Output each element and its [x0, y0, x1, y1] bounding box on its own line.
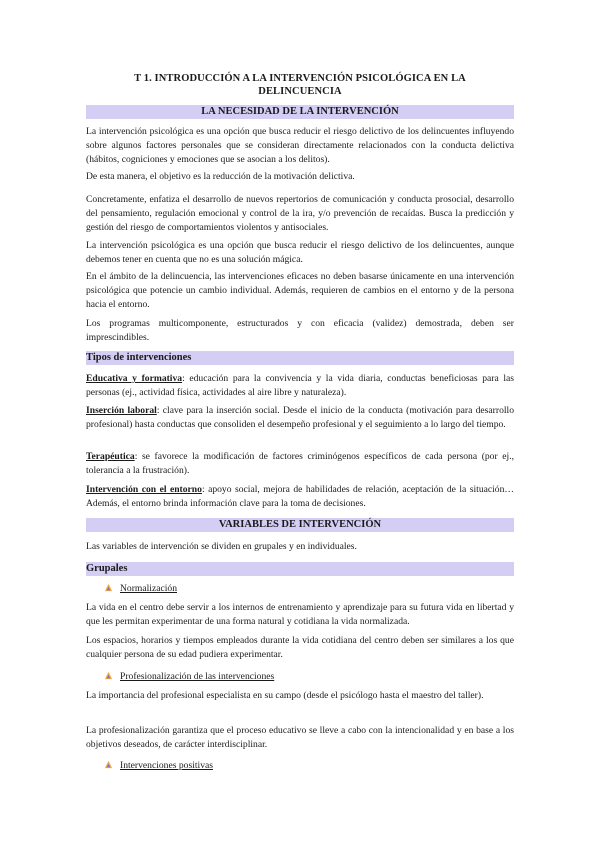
- bullet-icon: [104, 583, 113, 592]
- paragraph: La intervención psicológica es una opción que busca reducir el riesgo delictivo de los delincuentes influyendo sobre algunos factores personales que se consideran directamente relacionados con la conducta delictiva (hábitos, cogniciones y emociones que se asocian a los delitos).: [86, 126, 514, 165]
- intervention-type-term: Terapéutica: [86, 451, 135, 462]
- paragraph: La importancia del profesional especialista en su campo (desde el psicólogo hasta el maestro del taller).: [86, 690, 484, 701]
- paragraph: Concretamente, enfatiza el desarrollo de nuevos repertorios de comunicación y conducta prosocial, desarrollo del pensamiento, regulación emocional y control de la ira, y/o prevención de recaídas. Busca la predicción y gestión del riesgo de comportamientos violentos y antisociales.: [86, 194, 514, 233]
- intervention-type-text: : educación para la convivencia y la vida diaria, conductas beneficiosas para las personas (ej., actividad física, actividades al aire libre y naturaleza).: [86, 373, 515, 398]
- intervention-type-text: : se favorece la modificación de factores criminógenos específicos de cada persona (por ej., tolerancia a la frustración).: [86, 451, 514, 476]
- subheading-tipos: Tipos de intervenciones: [86, 351, 514, 365]
- paragraph: En el ámbito de la delincuencia, las intervenciones eficaces no deben basarse únicamente en una intervención psicológica que potencie un cambio individual. Además, requieren de cambios en el entorno y de la persona hacia el entorno.: [86, 271, 514, 310]
- document-title: [86, 73, 514, 98]
- bullet-item: [104, 670, 274, 683]
- bullet-item: [104, 582, 177, 595]
- bullet-item: [104, 759, 213, 772]
- intervention-type-term: Inserción laboral: [86, 405, 157, 416]
- paragraph: La profesionalización garantiza que el proceso educativo se lleve a cabo con la intencionalidad y en base a los objetivos deseados, de carácter interdisciplinar.: [86, 725, 514, 750]
- intervention-type-item: [86, 450, 514, 478]
- intervention-type-text: : apoyo social, mejora de habilidades de relación, aceptación de la situación… Además, el entorno brinda información clave para la toma de decisiones.: [86, 484, 514, 509]
- subheading-grupales: Grupales: [86, 562, 514, 576]
- title-line-2: DELINCUENCIA: [258, 85, 342, 97]
- intervention-type-text: : clave para la inserción social. Desde el inicio de la conducta (motivación para desarrollo profesional) hasta conductas que consoliden el desempeño profesional y el seguimiento a lo largo del tiempo.: [86, 405, 514, 430]
- intervention-type-item: [86, 372, 514, 400]
- bullet-icon: [104, 671, 113, 680]
- bullet-label: Profesionalización de las intervenciones: [120, 671, 275, 682]
- bullet-icon: [104, 760, 113, 769]
- paragraph: De esta manera, el objetivo es la reducción de la motivación delictiva.: [86, 171, 355, 182]
- paragraph: La intervención psicológica es una opción que busca reducir el riesgo delictivo de los delincuentes, aunque debemos tener en cuenta que no es una solución mágica.: [86, 240, 514, 265]
- paragraph: Los espacios, horarios y tiempos empleados durante la vida cotidiana del centro deben ser similares a los que cualquier persona de su edad pudiera experimentar.: [86, 635, 514, 660]
- intervention-type-item: [86, 483, 514, 511]
- intervention-type-term: Educativa y formativa: [86, 373, 183, 384]
- paragraph: Las variables de intervención se dividen en grupales y en individuales.: [86, 541, 357, 552]
- intervention-type-term: Intervención con el entorno: [86, 484, 202, 495]
- paragraph: Los programas multicomponente, estructurados y con eficacia (validez) demostrada, deben ser imprescindibles.: [86, 318, 514, 343]
- title-line-1: T 1. INTRODUCCIÓN A LA INTERVENCIÓN PSICOLÓGICA EN LA: [134, 73, 466, 84]
- bullet-label: Normalización: [120, 583, 178, 594]
- intervention-type-item: [86, 404, 514, 432]
- bullet-label: Intervenciones positivas: [120, 760, 213, 771]
- paragraph: La vida en el centro debe servir a los internos de entrenamiento y aprendizaje para su futura vida en libertad y que les permitan experimentar de una forma natural y cotidiana la vida normalizada.: [86, 602, 514, 627]
- section-heading-necesidad: LA NECESIDAD DE LA INTERVENCIÓN: [86, 105, 514, 119]
- section-heading-variables: VARIABLES DE INTERVENCIÓN: [86, 518, 514, 532]
